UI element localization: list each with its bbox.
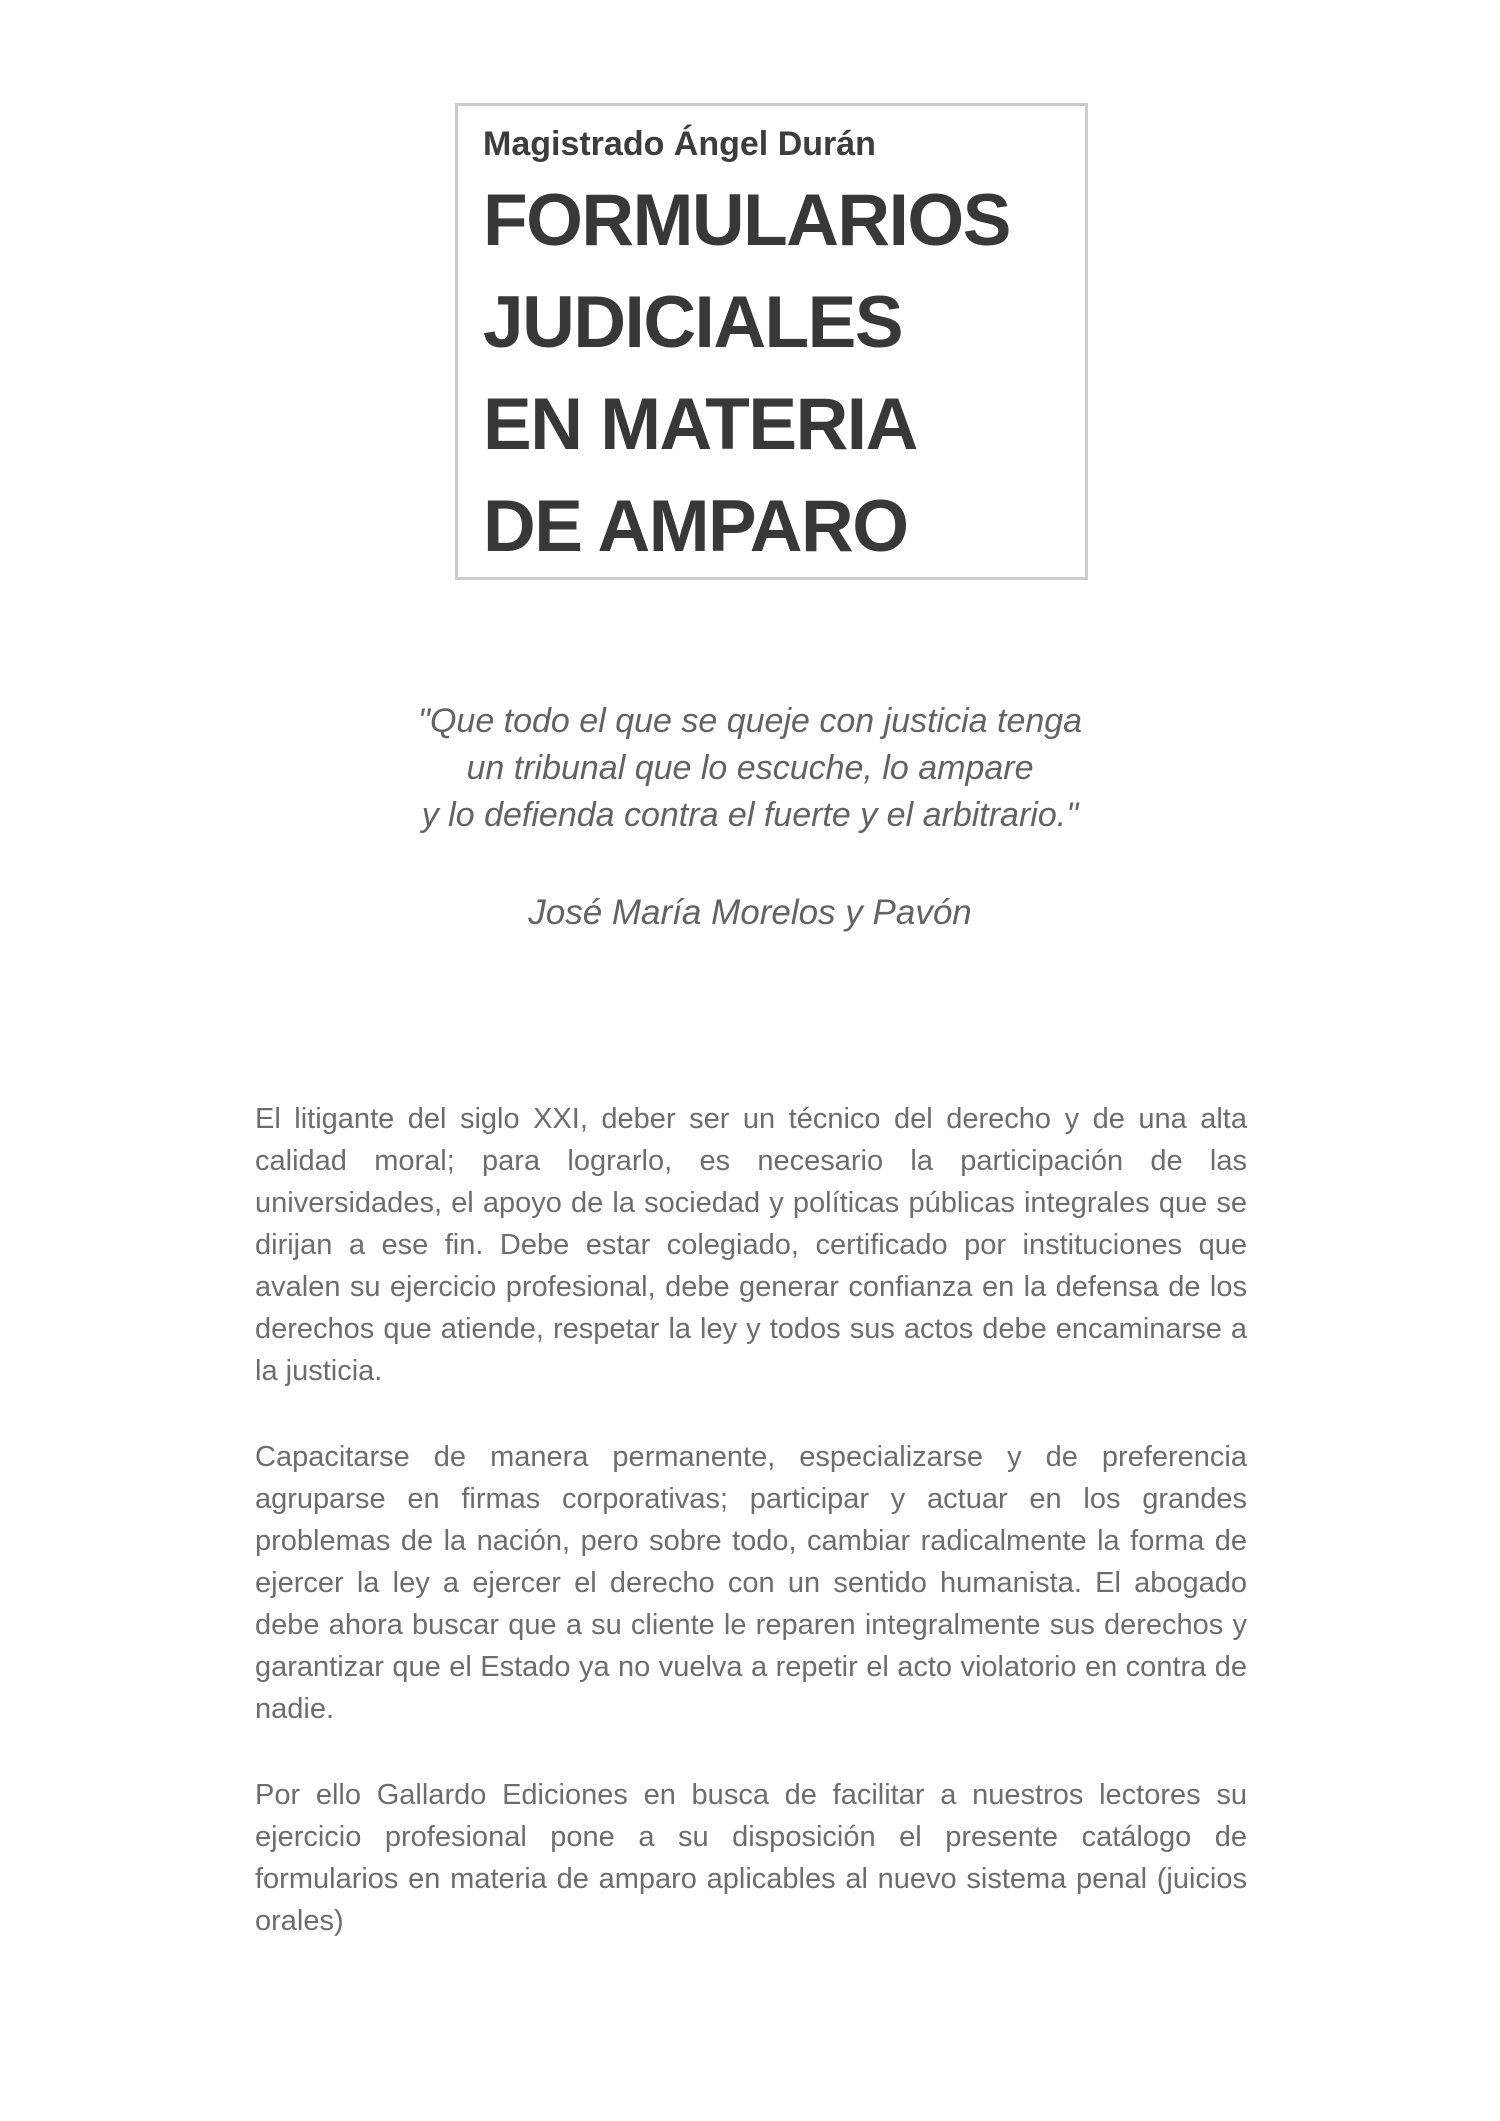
cover-title-line-3: EN MATERIA: [483, 384, 917, 465]
cover-author: Magistrado Ángel Durán: [483, 125, 876, 163]
quote-line-3: y lo defienda contra el fuerte y el arbitrario.": [421, 796, 1079, 834]
cover-title: [483, 170, 1075, 578]
paragraph-litigante: El litigante del siglo XXI, deber ser un técnico del derecho y de una alta calidad moral; para lograrlo, es necesario la participación de las universidades, el apoyo de la sociedad y políticas públicas integrales que se dirijan a ese fin. Debe estar colegiado, certificado por instituciones que avalen su ejercicio profesional, debe generar confianza en la defensa de los derechos que atiende, respetar la ley y todos sus actos debe encaminarse a la justicia.: [255, 1103, 1247, 1387]
cover-title-line-2: JUDICIALES: [483, 282, 903, 363]
quote-line-1: "Que todo el que se queje con justicia tenga: [417, 702, 1083, 740]
intro-text: [255, 1098, 1247, 1942]
cover-title-line-1: FORMULARIOS: [483, 180, 1010, 261]
epigraph-quote: [0, 698, 1500, 839]
quote-attribution: José María Morelos y Pavón: [528, 893, 972, 932]
paragraph-capacitarse: Capacitarse de manera permanente, especializarse y de preferencia agruparse en firmas corporativas; participar y actuar en los grandes problemas de la nación, pero sobre todo, cambiar radicalmente la forma de ejercer la ley a ejercer el derecho con un sentido humanista. El abogado debe ahora buscar que a su cliente le reparen integralmente sus derechos y garantizar que el Estado ya no vuelva a repetir el acto violatorio en contra de nadie.: [255, 1441, 1247, 1725]
cover-title-box: [455, 103, 1088, 580]
paragraph-gallardo-ediciones: Por ello Gallardo Ediciones en busca de facilitar a nuestros lectores su ejercicio profesional pone a su disposición el presente catálogo de formularios en materia de amparo aplicables al nuevo sistema penal (juicios orales): [255, 1779, 1247, 1937]
quote-line-2: un tribunal que lo escuche, lo ampare: [466, 749, 1034, 787]
cover-title-line-4: DE AMPARO: [483, 486, 908, 567]
